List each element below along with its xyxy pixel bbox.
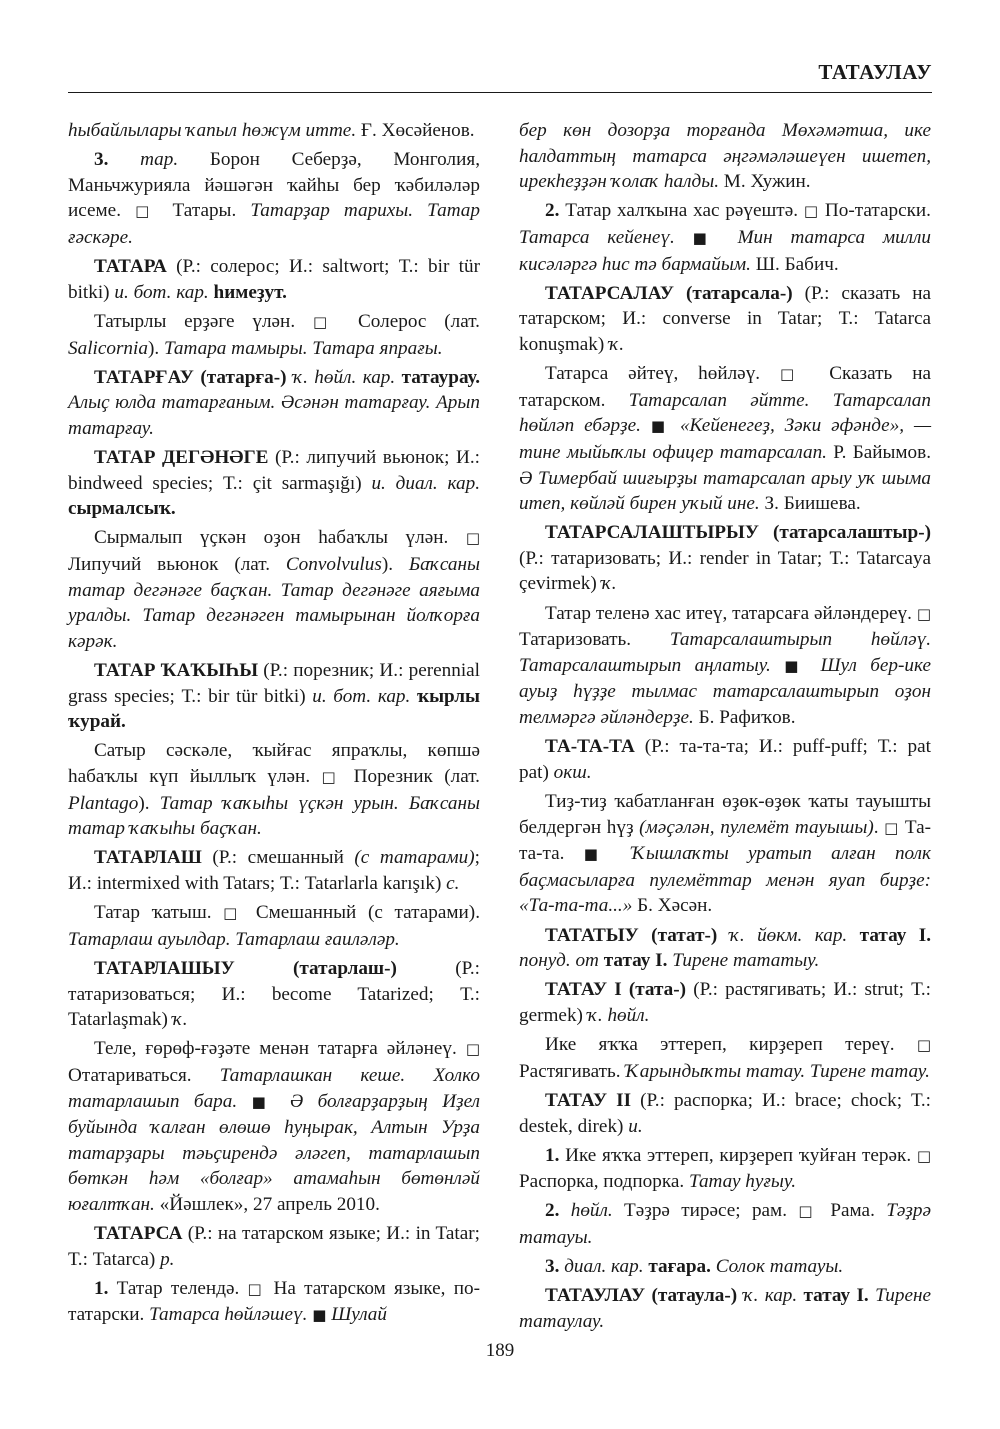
body-text: Татырлы ерҙәге үлән. xyxy=(94,310,313,332)
body-text xyxy=(559,1200,570,1221)
body-text: Сырмалып үҫкән оҙон hабаҡлы үлән. xyxy=(94,527,466,549)
entry-paragraph xyxy=(68,254,480,305)
body-text: Татар ҡатыш. xyxy=(94,902,224,924)
body-text: Б. Хәсән. xyxy=(632,895,713,917)
body-text: (Р.: сказать на татарском; И.: converse in Tatar; Т.: Tatarca konuşmak) xyxy=(519,282,931,355)
translation-marker-icon: □ xyxy=(884,818,900,837)
italic-text: ҡ. xyxy=(609,333,624,355)
headword: ТАТАРА xyxy=(94,256,167,278)
italic-text: ҡ. xyxy=(601,573,617,595)
italic-text: и. бот. кар. xyxy=(312,685,411,707)
headword: сырмалсыҡ. xyxy=(68,498,176,520)
example-marker-icon: ■ xyxy=(650,417,671,436)
italic-text: hөйл. xyxy=(570,1200,613,1222)
entry-paragraph xyxy=(68,738,480,841)
body-text: Татар теленә хас итеү, татарсаға әйләндереү. xyxy=(545,602,917,624)
headword: ТАТАУЛАУ (татаула-) xyxy=(545,1285,738,1307)
headword: татау I. xyxy=(603,950,668,972)
entry-paragraph xyxy=(519,118,931,195)
italic-text: Татарса hөйләшеү. xyxy=(149,1304,308,1326)
italic-text: ҡ. hөйл. xyxy=(587,1004,650,1026)
body-text: Татарса әйтеү, hөйләү. xyxy=(545,363,780,385)
entry-paragraph xyxy=(68,900,480,952)
italic-text: тар. xyxy=(140,149,179,171)
body-text: (Р.: липучий вьюнок; И.: bindweed species; Т.: çit sarmaşığı) xyxy=(68,447,480,494)
italic-text: ҡ. xyxy=(172,1009,188,1031)
entry-paragraph xyxy=(519,1198,931,1250)
translation-marker-icon: □ xyxy=(798,1202,820,1221)
headword: 3. xyxy=(94,149,109,171)
body-text xyxy=(237,1091,251,1112)
headword: тағара. xyxy=(648,1256,711,1278)
translation-marker-icon: □ xyxy=(803,202,820,221)
italic-text: Salicornia xyxy=(68,337,148,359)
body-text: По-татарски. xyxy=(819,200,931,222)
example-marker-icon: ■ xyxy=(312,1306,327,1325)
italic-text: Алыҫ юлда татарғаным. Әсәнән татарғау. Арып татарғау. xyxy=(68,392,480,439)
italic-text: Татарҙар тарихы. Татар ғәскәре. xyxy=(68,200,480,248)
body-text xyxy=(275,1091,289,1112)
body-text: Тәҙрә тирәсе; рам. xyxy=(612,1200,799,1222)
entry-paragraph xyxy=(68,309,480,361)
entry-paragraph xyxy=(68,525,480,654)
body-text: (Р.: смешанный xyxy=(201,847,355,869)
body-text: (Р.: солерос; И.: saltwort; Т.: bir tür bitki) xyxy=(68,256,480,303)
entry-paragraph xyxy=(519,977,931,1028)
body-text xyxy=(108,149,140,170)
body-text xyxy=(670,415,680,436)
translation-marker-icon: □ xyxy=(321,768,343,786)
body-text: ; И.: intermixed with Tatars; Т.: Tatarlarla karışık) xyxy=(68,847,480,894)
body-text: Ш. Бабич. xyxy=(750,253,839,275)
italic-text: Тирене татаулау. xyxy=(519,1285,932,1333)
body-text xyxy=(720,227,738,248)
italic-text: Ҡарындыҡты татау. Тирене татау. xyxy=(625,1060,930,1082)
headword: татау I. xyxy=(803,1285,869,1307)
body-text: Порезник (лат. xyxy=(342,766,480,787)
entry-paragraph xyxy=(519,789,931,919)
body-text: (Р.: растягивать; И.: strut; Т.: germek) xyxy=(519,979,931,1026)
translation-marker-icon: □ xyxy=(223,904,245,923)
entry-paragraph xyxy=(519,361,931,517)
headword: ҡырлы ҡурай. xyxy=(68,685,480,733)
italic-text: Ҡышлаҡты уратып алған полк баҫмасыларға пулемёттар менән яуап бирҙе: «Та-та-та...» xyxy=(519,843,932,917)
italic-text: Шул бер-ике ауыҙ hүҙҙе тылмас татарсалаштырып оҙон телмәргә әйләндерҙе. xyxy=(519,654,931,729)
body-text: Татары. xyxy=(158,200,251,222)
italic-text: «Кейенегеҙ, Зәки әфәнде», — тине мыйыҡлы офицер татарсалап. xyxy=(519,415,932,463)
body-text: Распорка, подпорка. xyxy=(519,1171,689,1193)
example-marker-icon: ■ xyxy=(692,228,720,247)
body-text xyxy=(410,686,417,707)
body-text: Отатариваться. xyxy=(68,1064,220,1086)
right-column xyxy=(519,118,931,1338)
headword: ТАТАРЛАШ xyxy=(94,847,202,869)
entry-paragraph xyxy=(519,1254,931,1280)
body-text xyxy=(847,925,859,946)
body-text: (Р.: распорка; И.: brace; chock; Т.: destek, direk) xyxy=(519,1089,931,1137)
body-text: (Р.: татаризоваться; И.: become Tatarized; Т.: Tatarlaşmak) xyxy=(68,957,480,1031)
entry-paragraph xyxy=(519,281,931,358)
headword: ТАТАУ I (тата-) xyxy=(545,979,687,1001)
body-text: Теле, ғөрөф-ғәҙәте менән татарға әйләнеү. xyxy=(94,1038,466,1060)
body-text: Та-та-та. xyxy=(519,816,931,865)
italic-text: Татара тамыры. Татара япрағы. xyxy=(163,337,443,359)
body-text: Татаризовать. xyxy=(519,629,670,651)
headword: ТА-ТА-ТА xyxy=(545,736,635,758)
italic-text: ҡ. hөйл. кар. xyxy=(292,366,396,388)
body-text: ). xyxy=(147,337,164,359)
translation-marker-icon: □ xyxy=(916,1036,931,1055)
entry-paragraph xyxy=(519,734,931,785)
translation-marker-icon: □ xyxy=(135,202,159,221)
example-marker-icon: ■ xyxy=(583,845,613,864)
entry-paragraph xyxy=(519,1088,931,1139)
entry-paragraph xyxy=(68,1276,480,1329)
italic-text: Шулай xyxy=(331,1304,387,1326)
translation-marker-icon: □ xyxy=(312,312,341,331)
headword: 2. xyxy=(545,1200,560,1222)
italic-text: Татарса кейенеү. xyxy=(519,226,675,248)
header-guide-word: ТАТАУЛАУ xyxy=(818,60,932,84)
body-text: Сказать на татарском. xyxy=(519,363,931,411)
body-text: Ғ. Хөсәйенов. xyxy=(356,120,475,141)
body-text: Ике яҡҡа эттереп, кирҙереп тереү. xyxy=(545,1034,917,1056)
headword: 1. xyxy=(94,1277,109,1299)
italic-text: (мәҫәлән, пулемёт тауышы) xyxy=(639,816,874,838)
body-text: Б. Рафиҡов. xyxy=(693,707,796,729)
headword: ТАТАРСА xyxy=(94,1223,183,1245)
entry-paragraph xyxy=(68,365,480,442)
body-text: Ике яҡҡа эттереп, кирҙереп ҡуйған терәк. xyxy=(559,1144,917,1166)
headword: hимеҙут. xyxy=(213,281,287,303)
italic-text: Convolvulus xyxy=(285,554,382,576)
italic-text: понуд. от xyxy=(519,950,599,972)
italic-text: и. диал. кар. xyxy=(371,472,480,494)
body-text: З. Биишева. xyxy=(759,493,861,515)
entry-paragraph xyxy=(519,1283,931,1334)
example-marker-icon: ■ xyxy=(784,656,808,675)
italic-text: Тирене тататыу. xyxy=(672,950,820,972)
body-text: Татар халҡына хас рәүештә. xyxy=(559,200,804,222)
entry-paragraph xyxy=(68,1221,480,1272)
body-text: Липучий вьюнок (лат. xyxy=(68,554,286,576)
body-text: (Р.: татаризовать; И.: render in Tatar; Т.: Tatarcaya çevirmek) xyxy=(519,547,931,595)
italic-text: Тәҙрә татауы. xyxy=(519,1200,931,1249)
entry-paragraph xyxy=(519,923,931,974)
body-text: М. Хужин. xyxy=(719,171,811,193)
italic-text: (с татарами) xyxy=(354,847,475,869)
body-text: Борон Себерҙә, Монголия, Маньчжурияла йәшәгән ҡайhы бер ҡәбиләләр исеме. xyxy=(68,149,480,222)
translation-marker-icon: □ xyxy=(916,604,931,623)
entry-paragraph xyxy=(68,1036,480,1217)
translation-marker-icon: □ xyxy=(247,1279,266,1298)
headword: ТАТАРСАЛАШТЫРЫУ (татарсалаштыр-) xyxy=(545,522,931,544)
body-text: Тиҙ-тиҙ ҡабатланған өҙөк-өҙөк ҡаты тауышты белдергән hүҙ xyxy=(519,791,931,838)
body-text: Сатыр сәскәле, ҡыйғас япраҡлы, көпшә hабаҡлы күп йыллыҡ үлән. xyxy=(68,740,480,787)
body-text: На татарском языке, по-татарски. xyxy=(68,1277,480,1326)
italic-text: Татарлашкан кеше. Холко татарлашып бара. xyxy=(68,1064,480,1112)
body-text: (Р.: та-та-та; И.: puff-puff; Т.: pat pat) xyxy=(519,736,931,783)
italic-text: и. xyxy=(628,1115,643,1137)
headword: ТАТАРСАЛАУ (татарсала-) xyxy=(545,282,793,304)
italic-text: Plantago xyxy=(68,792,139,814)
entry-paragraph xyxy=(68,118,480,144)
body-text: Р. Байымов. xyxy=(826,441,931,463)
entry-paragraph xyxy=(68,445,480,522)
italic-text: Баҡсаны татар дегәнәге баҫҡан. Татар дегәнәге аяғыма уралды. Татар дегәнәген тамырынан йолҡорға кәрәк. xyxy=(68,554,480,652)
translation-marker-icon: □ xyxy=(465,1040,480,1059)
headword: ТАТАРҒАУ (татарға-) xyxy=(94,366,287,388)
headword: ТАТАТЫУ (татат-) xyxy=(545,924,718,946)
headword: ТАТАР ҠАҠЫҺЫ xyxy=(94,660,259,682)
headword: ТАТАР ДЕГӘНӘГЕ xyxy=(94,447,269,469)
left-column xyxy=(68,118,480,1333)
body-text xyxy=(771,655,784,676)
body-text xyxy=(675,227,693,248)
translation-marker-icon: □ xyxy=(465,529,480,548)
italic-text: Мин татарса милли кисәләргә hис тә бармайым. xyxy=(519,226,931,275)
body-text: Солерос (лат. xyxy=(340,310,480,332)
entry-paragraph xyxy=(68,147,480,250)
italic-text: Татау hуғыу. xyxy=(688,1171,796,1193)
italic-text: р. xyxy=(160,1248,175,1270)
italic-text: ҡ. йөкм. кар. xyxy=(729,924,848,946)
italic-text: Татарсалаштырып hөйләү. Татарсалаштырып аңлатыу. xyxy=(519,629,931,676)
body-text: Смешанный (с татарами). xyxy=(244,902,480,924)
italic-text: окш. xyxy=(553,761,592,783)
body-text: Татар телендә. xyxy=(108,1277,248,1299)
italic-text: и. бот. кар. xyxy=(114,281,209,303)
italic-text: Солок татауы. xyxy=(715,1256,844,1278)
body-text: Рама. xyxy=(819,1200,887,1222)
entry-paragraph xyxy=(519,1032,931,1084)
italic-text: Татарлаш ауылдар. Татарлаш ғаиләләр. xyxy=(68,928,400,950)
entry-paragraph xyxy=(519,1143,931,1195)
italic-text: Ә болғарҙарҙың Иҙел буйында ҡалған өлөшө hуңырак, Алтын Урҙа татарҙары тәьҫирендә әләгеп, татарлашып бөткән hәм «болғар» атамаhын бөтөнләй юғалтҡан. xyxy=(68,1090,481,1215)
headword: 1. xyxy=(545,1144,560,1166)
italic-text: с. xyxy=(446,872,460,894)
headword: ТАТАРЛАШЫУ (татарлаш-) xyxy=(94,957,397,979)
entry-paragraph xyxy=(519,601,931,731)
italic-text: ҡ. кар. xyxy=(743,1285,798,1307)
headword: ТАТАУ II xyxy=(545,1089,632,1111)
italic-text: hыбайлылары ҡапыл hөжүм итте. xyxy=(68,120,357,141)
italic-text: Татарсалап әйтте. Татарсалап hөйләп ебәрҙе. xyxy=(519,389,931,437)
body-text xyxy=(717,925,729,946)
body-text: (Р.: порезник; И.: perennial grass species; Т.: bir tür bitki) xyxy=(68,660,480,707)
italic-text: Татар ҡаҡыhы үҫкән урын. Баҡсаны татар ҡаҡыhы баҫҡан. xyxy=(68,792,480,840)
headword: татаурау. xyxy=(401,366,481,388)
italic-text: бер көн дозорҙа торғанда Мөхәмәтша, ике hалдаттың татарса әңгәмәләшеүен ишетеп, ирекhеҙҙән ҡолаҡ hалды. xyxy=(519,120,931,193)
body-text xyxy=(807,655,820,676)
body-text: . xyxy=(873,816,885,838)
headword: татау I. xyxy=(859,924,931,946)
entry-paragraph xyxy=(519,198,931,277)
italic-text: диал. кар. xyxy=(564,1256,644,1278)
entry-paragraph xyxy=(519,520,931,597)
body-text: ). xyxy=(381,554,409,576)
translation-marker-icon: □ xyxy=(916,1146,931,1165)
example-marker-icon: ■ xyxy=(251,1092,276,1111)
body-text xyxy=(641,415,651,436)
body-text: (Р.: на татарском языке; И.: in Tatar; Т.: Tatarca) xyxy=(68,1223,480,1270)
body-text: «Йәшлек», 27 апрель 2010. xyxy=(154,1193,380,1215)
body-text: Растягивать. xyxy=(519,1060,626,1082)
entry-paragraph xyxy=(68,658,480,735)
entry-paragraph xyxy=(68,845,480,896)
body-text xyxy=(612,843,631,864)
headword: 2. xyxy=(545,200,560,222)
running-header xyxy=(68,56,932,93)
translation-marker-icon: □ xyxy=(780,365,810,384)
page-number: 189 xyxy=(485,1340,515,1361)
italic-text: Ә Тимербай шиғырҙы татарсалап арыу уҡ шыма итеп, көйләй бирен уҡый ине. xyxy=(519,467,931,515)
body-text: ). xyxy=(138,792,160,814)
headword: 3. xyxy=(545,1256,560,1278)
entry-paragraph xyxy=(68,956,480,1033)
